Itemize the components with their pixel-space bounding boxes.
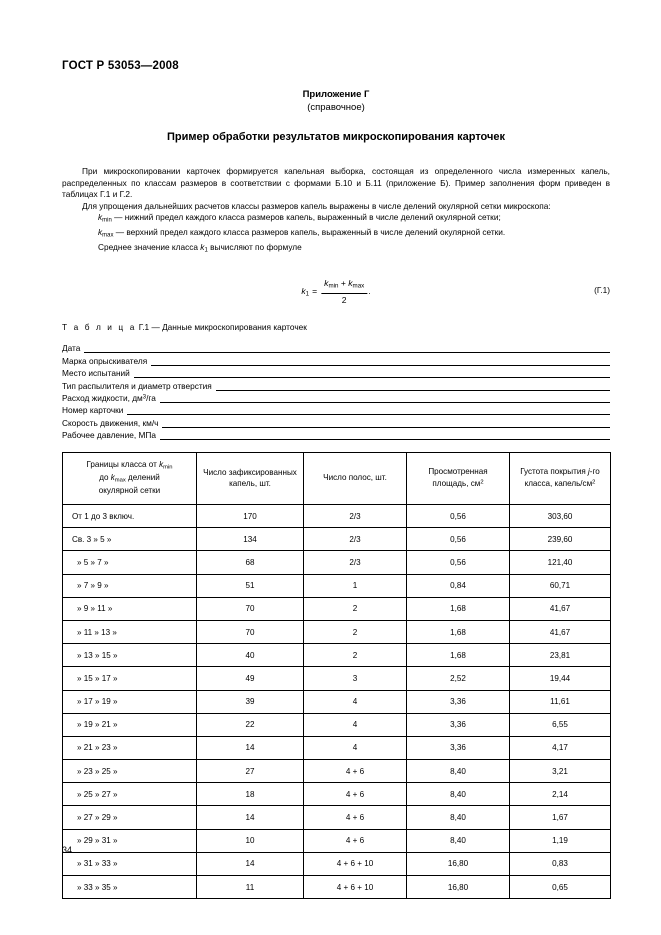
table-caption-dash: — (151, 322, 160, 332)
table-row (63, 760, 611, 783)
cell-viewed-area: 3,36 (407, 736, 510, 759)
mean-value-post: вычисляют по формуле (210, 242, 302, 253)
cell-coverage-density: 23,81 (510, 644, 611, 667)
formula-fraction (321, 278, 367, 305)
fill-in-row (62, 428, 610, 440)
table-row (63, 597, 611, 620)
header-superscript: 2 (480, 479, 484, 486)
header-text: -го (589, 467, 600, 477)
definition-kmin (98, 212, 610, 227)
kmax-symbol: $k_{max}$ (98, 227, 114, 239)
kmin-symbol: $k_{min}$ (159, 460, 173, 471)
formula-lhs-sub: 1 (305, 290, 310, 298)
cell-coverage-density: 11,61 (510, 690, 611, 713)
formula-expression (301, 278, 370, 305)
fill-in-blank[interactable] (162, 418, 610, 428)
fill-in-row (62, 366, 610, 378)
cell-drop-count: 18 (197, 783, 304, 806)
table-header-row (63, 453, 611, 505)
formula-equals: = (312, 286, 318, 297)
table-row (63, 736, 611, 759)
cell-coverage-density: 19,44 (510, 667, 611, 690)
cell-class-range: » 7 » 9 » (63, 574, 197, 597)
cell-class-range: Св. 3 » 5 » (63, 528, 197, 551)
fill-in-row (62, 403, 610, 415)
cell-drop-count: 14 (197, 852, 304, 875)
cell-class-range: » 25 » 27 » (63, 783, 197, 806)
cell-class-range: » 21 » 23 » (63, 736, 197, 759)
cell-viewed-area: 3,36 (407, 713, 510, 736)
cell-band-count: 2 (304, 597, 407, 620)
fill-in-blank[interactable] (151, 356, 610, 366)
cell-viewed-area: 0,56 (407, 528, 510, 551)
cell-viewed-area: 8,40 (407, 783, 510, 806)
cell-band-count: 4 (304, 736, 407, 759)
cell-coverage-density: 2,14 (510, 783, 611, 806)
cell-viewed-area: 0,56 (407, 505, 510, 528)
table-caption (62, 322, 307, 332)
table-row (63, 551, 611, 574)
column-header-class-range (63, 453, 197, 505)
microscopy-data-table (62, 452, 611, 899)
header-text: до (99, 473, 109, 483)
cell-class-range: » 29 » 31 » (63, 829, 197, 852)
paragraph-mean-value (62, 242, 610, 257)
cell-coverage-density: 41,67 (510, 620, 611, 643)
page-title: Пример обработки результатов микроскопирования карточек (166, 131, 506, 143)
fill-in-blank[interactable] (127, 405, 610, 415)
cell-coverage-density: 1,67 (510, 806, 611, 829)
cell-band-count: 2 (304, 620, 407, 643)
cell-coverage-density: 6,55 (510, 713, 611, 736)
cell-drop-count: 68 (197, 551, 304, 574)
cell-band-count: 2/3 (304, 551, 407, 574)
formula-num-b: $k_{max}$ (348, 278, 365, 290)
cell-coverage-density: 121,40 (510, 551, 611, 574)
table-row (63, 806, 611, 829)
cell-drop-count: 49 (197, 667, 304, 690)
cell-class-range: » 17 » 19 » (63, 690, 197, 713)
cell-coverage-density: 303,60 (510, 505, 611, 528)
definition-kmax (98, 227, 610, 242)
cell-viewed-area: 1,68 (407, 597, 510, 620)
cell-class-range: » 5 » 7 » (63, 551, 197, 574)
cell-class-range: » 9 » 11 » (63, 597, 197, 620)
cell-band-count: 4 + 6 (304, 783, 407, 806)
fill-in-label: Номер карточки (62, 405, 124, 416)
header-text: Границы класса от (86, 460, 157, 470)
header-line-2 (525, 479, 596, 488)
cell-class-range: » 19 » 21 » (63, 713, 197, 736)
cell-viewed-area: 0,56 (407, 551, 510, 574)
standard-number: ГОСТ Р 53053—2008 (62, 60, 179, 72)
formula-plus: + (340, 278, 346, 288)
formula-number: (Г.1) (594, 285, 610, 295)
fill-in-row (62, 341, 610, 353)
column-header-drop-count: Число зафиксированных капель, шт. (197, 453, 304, 505)
table-row (63, 713, 611, 736)
cell-viewed-area: 0,84 (407, 574, 510, 597)
cell-class-range: » 27 » 29 » (63, 806, 197, 829)
formula-numerator (321, 278, 367, 294)
table-caption-label: Т а б л и ц а (62, 322, 137, 332)
fill-in-row (62, 415, 610, 427)
fill-in-row (62, 353, 610, 365)
cell-band-count: 4 + 6 + 10 (304, 852, 407, 875)
paragraph-simplification: Для упрощения дальнейших расчетов классы размеров капель выражены в числе делений окулярной сетки микроскопа: (82, 200, 551, 211)
appendix-heading (62, 88, 610, 114)
cell-viewed-area: 16,80 (407, 876, 510, 899)
cell-viewed-area: 8,40 (407, 806, 510, 829)
table-caption-number: Г.1 (138, 322, 150, 332)
cell-class-range: » 33 » 35 » (63, 876, 197, 899)
table-row (63, 620, 611, 643)
header-text: класса, капель/см (524, 479, 593, 489)
cell-viewed-area: 1,68 (407, 620, 510, 643)
cell-drop-count: 27 (197, 760, 304, 783)
formula-block (62, 276, 610, 308)
cell-class-range: » 15 » 17 » (63, 667, 197, 690)
cell-band-count: 2/3 (304, 505, 407, 528)
cell-coverage-density: 3,21 (510, 760, 611, 783)
j-symbol: j (587, 467, 590, 477)
cell-class-range: » 23 » 25 » (63, 760, 197, 783)
cell-viewed-area: 2,52 (407, 667, 510, 690)
cell-coverage-density: 0,65 (510, 876, 611, 899)
appendix-subtitle: (справочное) (307, 102, 365, 113)
table-row (63, 690, 611, 713)
cell-band-count: 4 (304, 713, 407, 736)
column-header-coverage-density (510, 453, 611, 505)
cell-band-count: 4 + 6 + 10 (304, 876, 407, 899)
fill-in-row (62, 378, 610, 390)
table-row (63, 852, 611, 875)
header-line-3: окулярной сетки (98, 486, 161, 496)
cell-coverage-density: 1,19 (510, 829, 611, 852)
table-row (63, 505, 611, 528)
header-line-1: Просмотренная (428, 467, 488, 477)
header-line-2 (99, 473, 160, 482)
page-number: 34 (62, 845, 73, 855)
cell-band-count: 3 (304, 667, 407, 690)
fill-in-label: Расход жидкости, $дм^3/га$ (62, 392, 156, 403)
fill-in-blank[interactable] (84, 343, 610, 353)
cell-band-count: 2/3 (304, 528, 407, 551)
header-text: Густота покрытия (520, 467, 586, 477)
fill-in-label: Место испытаний (62, 368, 130, 379)
cell-class-range: » 13 » 15 » (63, 644, 197, 667)
formula-denominator: 2 (341, 294, 347, 305)
cell-viewed-area: 8,40 (407, 829, 510, 852)
cell-band-count: 4 + 6 (304, 806, 407, 829)
table-row (63, 574, 611, 597)
fill-in-row (62, 391, 610, 403)
cell-band-count: 4 (304, 690, 407, 713)
cell-drop-count: 39 (197, 690, 304, 713)
formula-lhs: $k_1$ (301, 285, 310, 298)
cell-class-range: От 1 до 3 включ. (63, 505, 197, 528)
body-text (62, 166, 610, 257)
cell-coverage-density: 41,67 (510, 597, 611, 620)
header-text: делений (128, 473, 160, 483)
table-row (63, 876, 611, 899)
header-superscript: 2 (592, 479, 596, 486)
cell-class-range: » 11 » 13 » (63, 620, 197, 643)
cell-coverage-density: 60,71 (510, 574, 611, 597)
fill-in-label: Марка опрыскивателя (62, 355, 148, 366)
header-line-1 (86, 460, 172, 469)
fill-in-blank[interactable] (160, 393, 610, 403)
fill-in-blank[interactable] (134, 368, 610, 378)
cell-drop-count: 14 (197, 736, 304, 759)
fill-in-label: Рабочее давление, МПа (62, 430, 156, 441)
fill-in-blank[interactable] (160, 430, 610, 440)
fill-in-label: Скорость движения, км/ч (62, 417, 159, 428)
cell-viewed-area: 3,36 (407, 690, 510, 713)
appendix-title: Приложение Г (302, 89, 370, 100)
cell-drop-count: 22 (197, 713, 304, 736)
cell-drop-count: 14 (197, 806, 304, 829)
cell-drop-count: 10 (197, 829, 304, 852)
cell-band-count: 1 (304, 574, 407, 597)
formula-period: . (368, 286, 371, 297)
cell-drop-count: 70 (197, 620, 304, 643)
header-line-1 (520, 467, 600, 476)
cell-drop-count: 70 (197, 597, 304, 620)
table-row (63, 528, 611, 551)
definition-kmin-text: — нижний предел каждого класса размеров капель, выраженный в числе делений окулярной сетки; (114, 212, 501, 223)
header-text: площадь, см (432, 479, 481, 489)
cell-drop-count: 170 (197, 505, 304, 528)
column-header-viewed-area (407, 453, 510, 505)
table-row (63, 829, 611, 852)
table-caption-title: Данные микроскопирования карточек (162, 322, 307, 332)
cell-viewed-area: 16,80 (407, 852, 510, 875)
mean-value-pre: Среднее значение класса (98, 242, 198, 253)
cell-drop-count: 51 (197, 574, 304, 597)
column-header-band-count: Число полос, шт. (304, 453, 407, 505)
table-row (63, 667, 611, 690)
cell-class-range: » 31 » 33 » (63, 852, 197, 875)
cell-band-count: 2 (304, 644, 407, 667)
paragraph-intro: При микроскопировании карточек формируется капельная выборка, состоящая из определенного числа измеренных капель, распределенных по классам размеров в соответствии с формами Б.10 и Б.11 (приложение Б). Пример заполнения форм приведен в таблицах Г.1 и Г.2. (62, 166, 610, 200)
cell-coverage-density: 239,60 (510, 528, 611, 551)
header-line-2 (432, 479, 483, 488)
k1-symbol: $k_1$ (200, 242, 208, 254)
fill-in-fields (62, 341, 610, 440)
cell-coverage-density: 0,83 (510, 852, 611, 875)
cell-drop-count: 134 (197, 528, 304, 551)
table-row (63, 644, 611, 667)
table-row (63, 783, 611, 806)
kmax-symbol: $k_{max}$ (110, 473, 126, 484)
cell-viewed-area: 1,68 (407, 644, 510, 667)
fill-in-label: Дата (62, 343, 81, 354)
cell-drop-count: 40 (197, 644, 304, 667)
fill-in-label: Тип распылителя и диаметр отверстия (62, 380, 212, 391)
fill-in-blank[interactable] (216, 381, 610, 391)
cell-band-count: 4 + 6 (304, 760, 407, 783)
cell-viewed-area: 8,40 (407, 760, 510, 783)
kmin-symbol: $k_{min}$ (98, 212, 112, 224)
cell-band-count: 4 + 6 (304, 829, 407, 852)
definition-list (62, 212, 610, 242)
cell-coverage-density: 4,17 (510, 736, 611, 759)
cell-drop-count: 11 (197, 876, 304, 899)
definition-kmax-text: — верхний предел каждого класса размеров капель, выраженный в числе делений окулярной сетки. (115, 227, 506, 238)
formula-num-a: $k_{min}$ (324, 278, 339, 290)
table-body (63, 505, 611, 899)
